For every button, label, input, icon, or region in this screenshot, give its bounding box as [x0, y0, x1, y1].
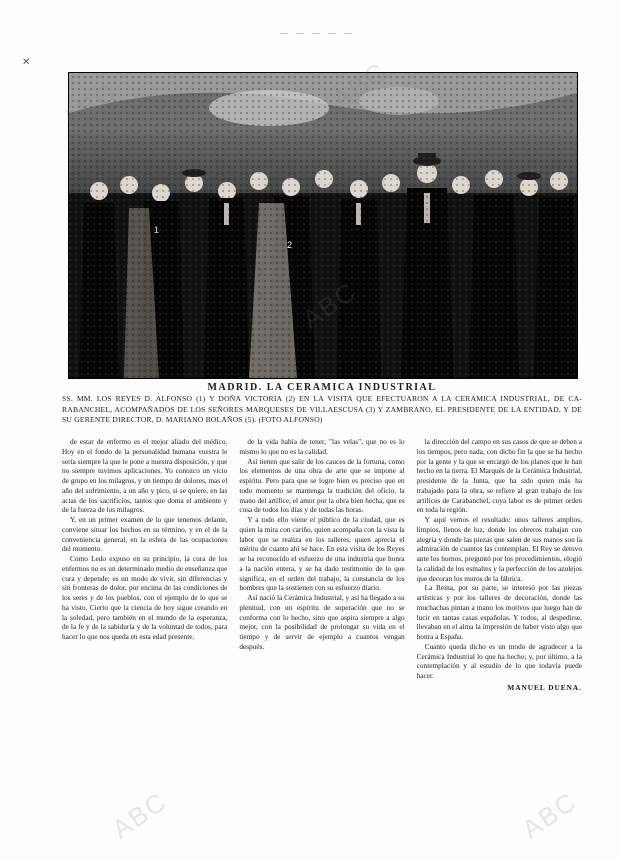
watermark: ABC [516, 785, 583, 845]
paragraph: Y, en un primer examen de lo que tenemos delante, conviene situar los hechos en su término, y en el de la conveniencia general, en la esfera de las ocupaciones del momento. [62, 515, 228, 554]
paragraph: Así tienen que salir de los cauces de la fortuna, como los elementos de una obra de arte que se impone al espíritu. Pero para que se logre bien es preciso que en todo momento se mantenga la tradición del oficio, la mano del artífice, el amor por la obra bien hecha, que es cosa de todos los días y de todas las horas. [239, 456, 405, 515]
caption-text: SS. MM. LOS REYES D. ALFONSO (1) Y DOÑA VICTORIA (2) EN LA VISITA QUE EFECTUARON A LA CERAMICA INDUSTRIAL, DE CA-RABANCHEL, ACOMPAÑADOS DE LOS SEÑORES MARQUESES DE VILLAESCUSA (3) Y ZAMBRANO, EL PRESIDENTE DE LA ENTIDAD, Y DE SU GERENTE DIRECTOR, D. MARIANO BOLAÑOS (5). (FOTO ALFONSO) [62, 394, 582, 424]
paragraph: de estar de enfermo es el mejor aliado del médico. Hoy en el fondo de la personalidad humana vuestra le sería siempre la que le pone a nuestra disposición, y que no siempre tuvimos aplicaciones. Yo conozco un vicio de grupo en los milagros, y un tiempo de dolores, mas el año del sufrimiento, a un año y pico, si se quiere, en las actas de los sacrificios, tantos que doma el ambiente y de la fuerza de los milagros. [62, 437, 228, 515]
paragraph: Como Ledo expuso en su principio, la cura de los enfermos no es un determinado medio de enseñanza que cura y depende; es un modo de vivir, sin diferencias y sin fronteras de dolor, por encima de las condiciones de los seres y de los pueblos, con el ejemplo de lo que se ha visto. Cierto que la ciencia de hoy sigue creando en la soledad, pero también en el mundo de la esperanza, de la fe y de la sabiduría y de la voluntad de todos, para hacer lo que nos queda en esta edad presente. [62, 554, 228, 641]
paragraph: Y aquí vemos el resultado: unos talleres amplios, limpios, llenos de luz, donde los obreros trabajan con alegría y donde las piezas que salen de sus manos son la admiración de cuantos las contemplan. El Rey se detuvo ante los hornos, preguntó por los procedimientos, elogió la calidad de los esmaltes y la perfección de los azulejos que decoran los muros de la fábrica. [416, 515, 582, 583]
paragraph: de la vida había de tener, "las velas", que no es lo mismo lo que no es la calidad. [239, 437, 405, 456]
watermark: ABC [106, 785, 173, 845]
paragraph: Y a todo ello viene el público de la ciudad, que es quien la mira con cariño, quien acompaña con la vista la labor que se realiza en los talleres, quien aprecia el mérito de cuanto ahí se hace. En esta visita de los Reyes se ha reconocido el esfuerzo de una industria que honra a la nación entera, y se ha dado testimonio de lo que significa, en el orden del trabajo, la constancia de los hombres que la sostienen con su esfuerzo diario. [239, 515, 405, 593]
paragraph: Así nació la Cerámica Industrial, y así ha llegado a su plenitud, con un espíritu de superación que no se conforma con lo hecho, sino que aspira siempre a algo mejor, con la posibilidad de prolongar su vida en el tiempo y de servir de ejemplo a cuantos vengan después. [239, 593, 405, 651]
edge-marks: — — — — — [280, 28, 355, 37]
paragraph: Cuanto queda dicho es un modo de agradecer a la Cerámica Industrial lo que ha hecho; y, por último, a la contemplación y al estudio de lo que todavía puede hacer. [416, 641, 582, 680]
paragraph: la dirección del campo en sus casos de que se deben a los tiempos, pero nada, con dicho fin la que se ha hecho por la gente y la que se encargó de los planos que le han hecho en la tierra. El Marqués de la Cerámica Industrial, presidente de la Junta, que ha sido quien más ha trabajado para la obra, se refiere al gran trabajo de los artífices de Carabanchel, cuya labor es de primer orden en toda la región. [416, 437, 582, 515]
article-column-3 [417, 437, 582, 852]
article-body [62, 437, 582, 852]
group-photo [68, 72, 578, 379]
photo-illustration [69, 73, 577, 378]
article-column-1 [62, 437, 227, 852]
author-signature: MANUEL DUENA. [507, 682, 582, 692]
paragraph: La Reina, por su parte, se interesó por las piezas artísticas y por los talleres de decoración, donde las muchachas pintan a mano los motivos que luego han de lucir en tantas casas españolas. Y todos, al despedirse, llevaban en el alma la impresión de haber visto algo que honra a España. [416, 583, 582, 641]
corner-mark: ✕ [22, 57, 31, 68]
article-column-2 [239, 437, 404, 852]
caption-title: MADRID. LA CERAMICA INDUSTRIAL [207, 382, 437, 393]
